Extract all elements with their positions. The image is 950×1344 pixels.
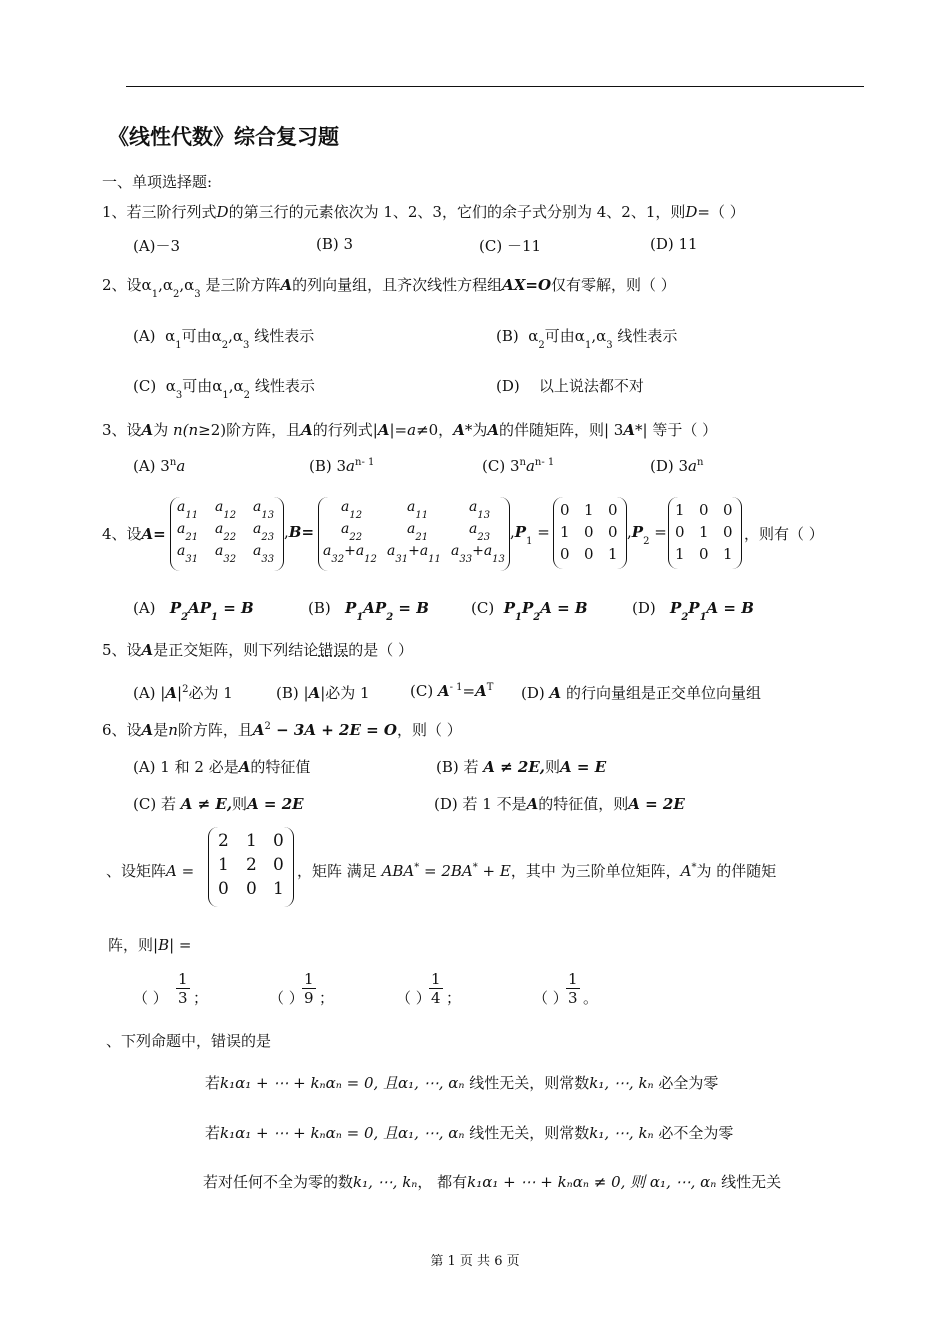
matrix-cell: $a_{12}$ (215, 499, 237, 521)
question-2: 2、设$\alpha_1,\alpha_2,\alpha_3$ 是三阶方阵A的列向量组，且齐次线性方程组AX=O仅有零解，则（ ） (102, 276, 676, 300)
q6-option-a: (A) 1 和 2 必是A的特征值 (133, 758, 311, 776)
q7-option-b-punct: ； (319, 989, 335, 1007)
matrix-cell: $a_{21}$ (177, 521, 199, 543)
matrix-cell: 0 (560, 545, 570, 563)
q5-option-c: (C) $A^{- 1}=A^T$ (410, 682, 494, 700)
matrix-cell: $a_{23}$ (469, 521, 491, 543)
q7-option-c-paren: （ ） (396, 989, 431, 1007)
question-4-label: 4、设A= (102, 525, 166, 543)
matrix-cell: $a_{11}$ (407, 499, 429, 521)
q4-tail: ，则有（ ） (744, 525, 824, 543)
question-3: 3、设A为 n(n≥2)阶方阵，且A的行列式|A|=a≠0，A*为A的伴随矩阵，则| 3A*| 等于（ ） (102, 421, 718, 439)
q1-option-a: (A)－3 (133, 237, 181, 255)
question-1: 1、若三阶行列式D的第三行的元素依次为 1、2、3，它们的余子式分别为 4、2、1，则D=（ ） (102, 203, 745, 221)
q1-option-c: (C) －11 (479, 237, 542, 255)
matrix-cell: 1 (608, 545, 618, 563)
matrix-cell: 0 (218, 879, 229, 899)
matrix-cell: 0 (608, 523, 618, 541)
q3-option-a: (A) 3$^n$a (133, 457, 186, 475)
matrix-cell: 0 (584, 545, 594, 563)
matrix-cell: $a_{32}$ (215, 543, 237, 565)
q4-option-a: (A) $P_2AP_1 = B$ (133, 599, 254, 623)
section-heading: 一、单项选择题: (102, 173, 213, 191)
matrix-cell: 1 (675, 501, 685, 519)
matrix-cell: $a_{11}$ (177, 499, 199, 521)
q4-P1-label: $,P_1$ = (510, 523, 550, 547)
matrix-cell: $a_{12}$ (341, 499, 363, 521)
matrix-cell: 1 (560, 523, 570, 541)
matrix-cell: 0 (584, 523, 594, 541)
q4-P2-label: $,P_2$ = (627, 523, 667, 547)
matrix-A7 (208, 827, 294, 907)
matrix-cell: $a_{31}+a_{11}$ (387, 543, 441, 565)
matrix-cell: 1 (675, 545, 685, 563)
q7-option-a-paren: （ ） (133, 989, 168, 1007)
q3-option-d: (D) $3a^n$ (650, 457, 704, 475)
q4-B-label: ,B= (284, 523, 315, 541)
question-7-label: 、设矩阵A = (106, 862, 195, 880)
q4-option-d: (D) $P_2P_1A = B$ (632, 599, 754, 623)
q8-statement-3: 若对任何不全为零的数k₁, ⋯, kₙ， 都有k₁α₁ + ⋯ + kₙαₙ ≠ 0, 则 α₁, ⋯, αₙ 线性无关 (203, 1173, 782, 1191)
matrix-cell: 0 (273, 855, 284, 875)
matrix-cell: $a_{31}$ (177, 543, 199, 565)
matrix-P1 (553, 497, 627, 569)
q7-option-a-fraction: $\frac{1}{3}$ (178, 970, 188, 1007)
q7-option-b-paren: （ ） (269, 989, 304, 1007)
q7-option-b-fraction: $\frac{1}{9}$ (304, 970, 314, 1007)
matrix-cell: $a_{21}$ (407, 521, 429, 543)
q3-option-b: (B) $3a^{n- 1}$ (309, 457, 375, 475)
matrix-cell: $a_{22}$ (215, 521, 237, 543)
matrix-cell: 0 (723, 501, 733, 519)
q6-option-c: (C) 若 A ≠ E,则A = 2E (133, 795, 304, 813)
matrix-cell: 1 (584, 501, 594, 519)
matrix-cell: 2 (218, 831, 229, 851)
q2-option-c: (C) $\alpha_3$可由$\alpha_1,\alpha_2$ 线性表示 (133, 377, 315, 401)
q7-option-d-paren: （ ） (533, 989, 568, 1007)
q5-option-a: (A) $|A|^2$必为 1 (133, 684, 233, 702)
question-6: 6、设A是n阶方阵，且$A^2 - 3A + 2E = O$，则（ ） (102, 721, 462, 739)
matrix-cell: $a_{33}+a_{13}$ (451, 543, 505, 565)
q4-option-c: (C) $P_1P_2A = B$ (471, 599, 588, 623)
matrix-cell: 1 (273, 879, 284, 899)
matrix-B (318, 497, 510, 571)
matrix-cell: 0 (246, 879, 257, 899)
q7-option-d-fraction: $\frac{1}{3}$ (568, 970, 578, 1007)
q2-option-a: (A) $\alpha_1$可由$\alpha_2,\alpha_3$ 线性表示 (133, 327, 315, 351)
page-title: 《线性代数》综合复习题 (108, 125, 339, 149)
matrix-cell: 0 (273, 831, 284, 851)
matrix-cell: 2 (246, 855, 257, 875)
matrix-cell: $a_{33}$ (253, 543, 275, 565)
matrix-cell: 0 (699, 545, 709, 563)
header-rule (126, 86, 864, 87)
matrix-cell: $a_{32}+a_{12}$ (323, 543, 377, 565)
q7-option-d-punct: 。 (583, 989, 599, 1007)
q6-option-d: (D) 若 1 不是A的特征值，则A = 2E (434, 795, 685, 813)
matrix-A (170, 497, 284, 571)
q4-option-b: (B) $P_1AP_2 = B$ (308, 599, 429, 623)
q2-option-d: (D) 以上说法都不对 (496, 377, 644, 395)
question-7-stem: ，矩阵 满足 ABA* = 2BA* + E，其中 为三阶单位矩阵，A*为 的伴随矩 (297, 862, 777, 880)
matrix-cell: 1 (699, 523, 709, 541)
matrix-cell: $a_{13}$ (253, 499, 275, 521)
q2-option-b: (B) $\alpha_2$可由$\alpha_1,\alpha_3$ 线性表示 (496, 327, 678, 351)
matrix-cell: 0 (699, 501, 709, 519)
matrix-cell: $a_{23}$ (253, 521, 275, 543)
matrix-cell: 1 (723, 545, 733, 563)
matrix-cell: 0 (723, 523, 733, 541)
page-footer: 第 1 页 共 6 页 (430, 1254, 520, 1269)
q8-statement-1: 若k₁α₁ + ⋯ + kₙαₙ = 0, 且α₁, ⋯, αₙ 线性无关，则常数k₁, ⋯, kₙ 必全为零 (205, 1074, 719, 1092)
matrix-cell: 1 (246, 831, 257, 851)
question-5: 5、设A是正交矩阵，则下列结论错误的是（ ） (102, 641, 413, 659)
question-8: 、下列命题中，错误的是 (106, 1032, 272, 1050)
matrix-cell: 0 (560, 501, 570, 519)
q7-option-c-punct: ； (446, 989, 462, 1007)
question-7-line2: 阵，则|B| = (108, 936, 192, 954)
q1-option-b: (B) 3 (316, 235, 354, 253)
q3-option-c: (C) $3^na^{n- 1}$ (482, 457, 555, 475)
matrix-cell: $a_{13}$ (469, 499, 491, 521)
q6-option-b: (B) 若 A ≠ 2E,则A = E (436, 758, 607, 776)
q5-option-b: (B) |A|必为 1 (276, 684, 370, 702)
q7-option-a-punct: ； (193, 989, 209, 1007)
q5-option-d: (D) A 的行向量组是正交单位向量组 (521, 684, 761, 702)
q7-option-c-fraction: $\frac{1}{4}$ (431, 970, 441, 1007)
matrix-cell: $a_{22}$ (341, 521, 363, 543)
matrix-cell: 1 (218, 855, 229, 875)
q1-option-d: (D) 11 (650, 235, 698, 253)
q8-statement-2: 若k₁α₁ + ⋯ + kₙαₙ = 0, 且α₁, ⋯, αₙ 线性无关，则常数k₁, ⋯, kₙ 必不全为零 (205, 1124, 734, 1142)
matrix-P2 (668, 497, 742, 569)
matrix-cell: 0 (675, 523, 685, 541)
matrix-cell: 0 (608, 501, 618, 519)
